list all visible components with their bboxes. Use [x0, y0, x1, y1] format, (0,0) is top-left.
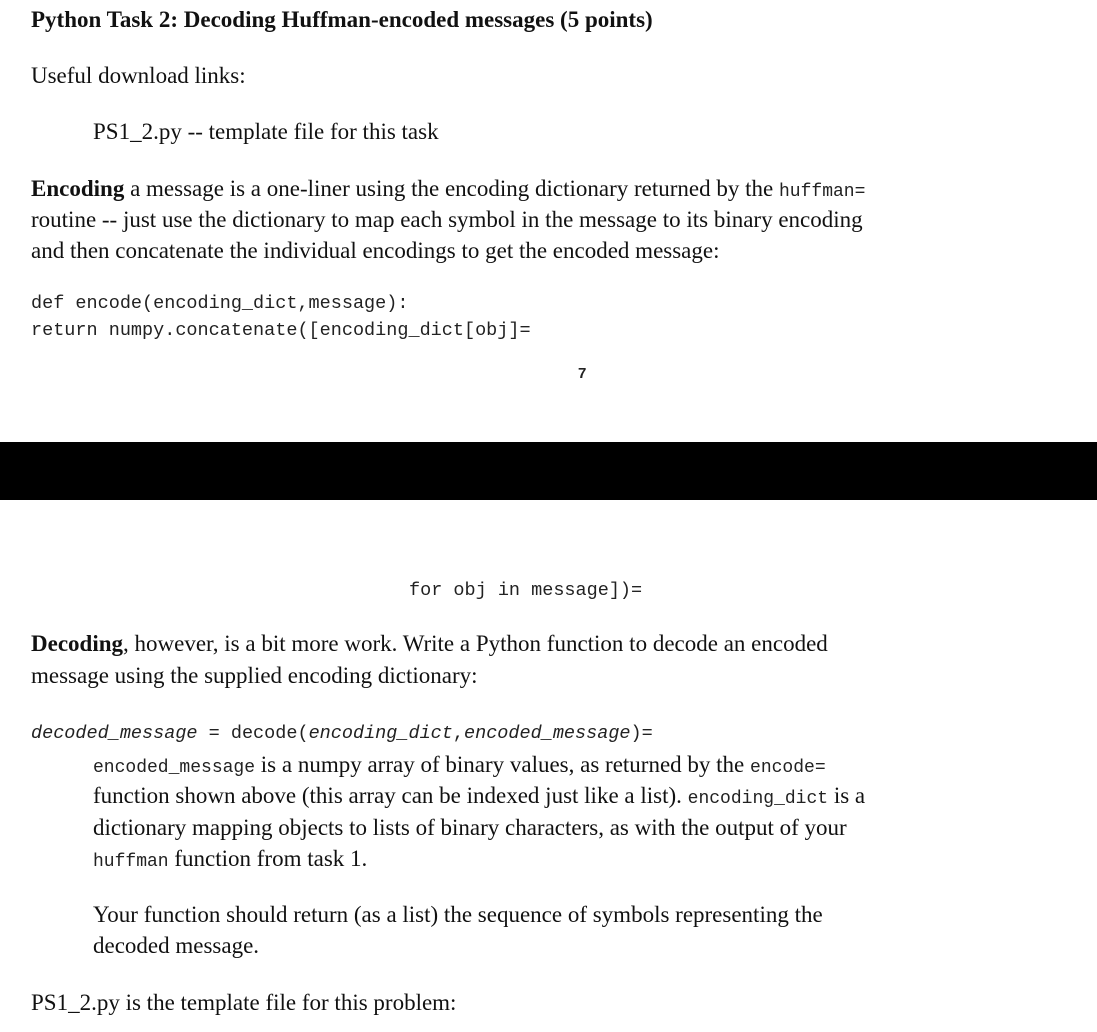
encoding-bold-term: Encoding [31, 176, 125, 201]
encoding-line-1-text: a message is a one-liner using the encoding dictionary returned by the [124, 176, 779, 201]
encode-code-line-2: return numpy.concatenate([encoding_dict[obj]= [31, 320, 531, 341]
page-number: 7 [578, 365, 587, 382]
encoding-paragraph-line-3: and then concatenate the individual encodings to get the encoded message: [31, 238, 720, 263]
decoding-line-1-text: , however, is a bit more work. Write a Python function to decode an encoded [123, 631, 828, 656]
description-line-1-text: is a numpy array of binary values, as returned by the [255, 752, 751, 777]
encoded-message-inline-code: encoded_message [93, 758, 256, 778]
description-line-2-tail: is a [828, 783, 866, 808]
huffman-inline-code: huffman= [779, 182, 866, 202]
encode-code-continuation: for obj in message])= [409, 580, 643, 601]
signature-call: = decode( [197, 723, 309, 744]
template-file-note: PS1_2.py is the template file for this problem: [31, 990, 457, 1015]
description-line-4 [93, 843, 367, 878]
huffman-function-inline-code: huffman [93, 852, 169, 872]
description-line-1 [93, 749, 826, 784]
encoding-dict-inline-code: encoding_dict [687, 789, 829, 809]
encode-code-line-1: def encode(encoding_dict,message): [31, 293, 409, 314]
signature-arg-encoded-message: encoded_message [464, 723, 631, 744]
decoding-paragraph-line-1 [31, 628, 828, 659]
encoding-paragraph-line-1 [31, 173, 865, 208]
description-line-3: dictionary mapping objects to lists of binary characters, as with the output of your [93, 815, 847, 840]
page-title: Python Task 2: Decoding Huffman-encoded messages (5 points) [31, 7, 653, 32]
description-line-4-text: function from task 1. [168, 846, 368, 871]
decoding-paragraph-line-2: message using the supplied encoding dictionary: [31, 663, 478, 688]
encoding-paragraph-line-2: routine -- just use the dictionary to map each symbol in the message to its binary encoding [31, 207, 863, 232]
decode-signature [31, 720, 653, 747]
page-break-band [0, 442, 1097, 500]
signature-close: )= [630, 723, 653, 744]
decoding-bold-term: Decoding [31, 631, 123, 656]
signature-arg-encoding-dict: encoding_dict [308, 723, 453, 744]
encode-inline-code: encode= [750, 758, 826, 778]
signature-return-value: decoded_message [31, 723, 198, 744]
return-paragraph-line-2: decoded message. [93, 933, 260, 958]
description-line-2-text: function shown above (this array can be indexed just like a list). [93, 783, 688, 808]
template-download-link[interactable]: PS1_2.py -- template file for this task [93, 119, 439, 144]
signature-comma: , [452, 723, 464, 744]
description-line-2 [93, 780, 865, 815]
links-heading: Useful download links: [31, 63, 246, 88]
return-paragraph-line-1: Your function should return (as a list) the sequence of symbols representing the [93, 902, 823, 927]
